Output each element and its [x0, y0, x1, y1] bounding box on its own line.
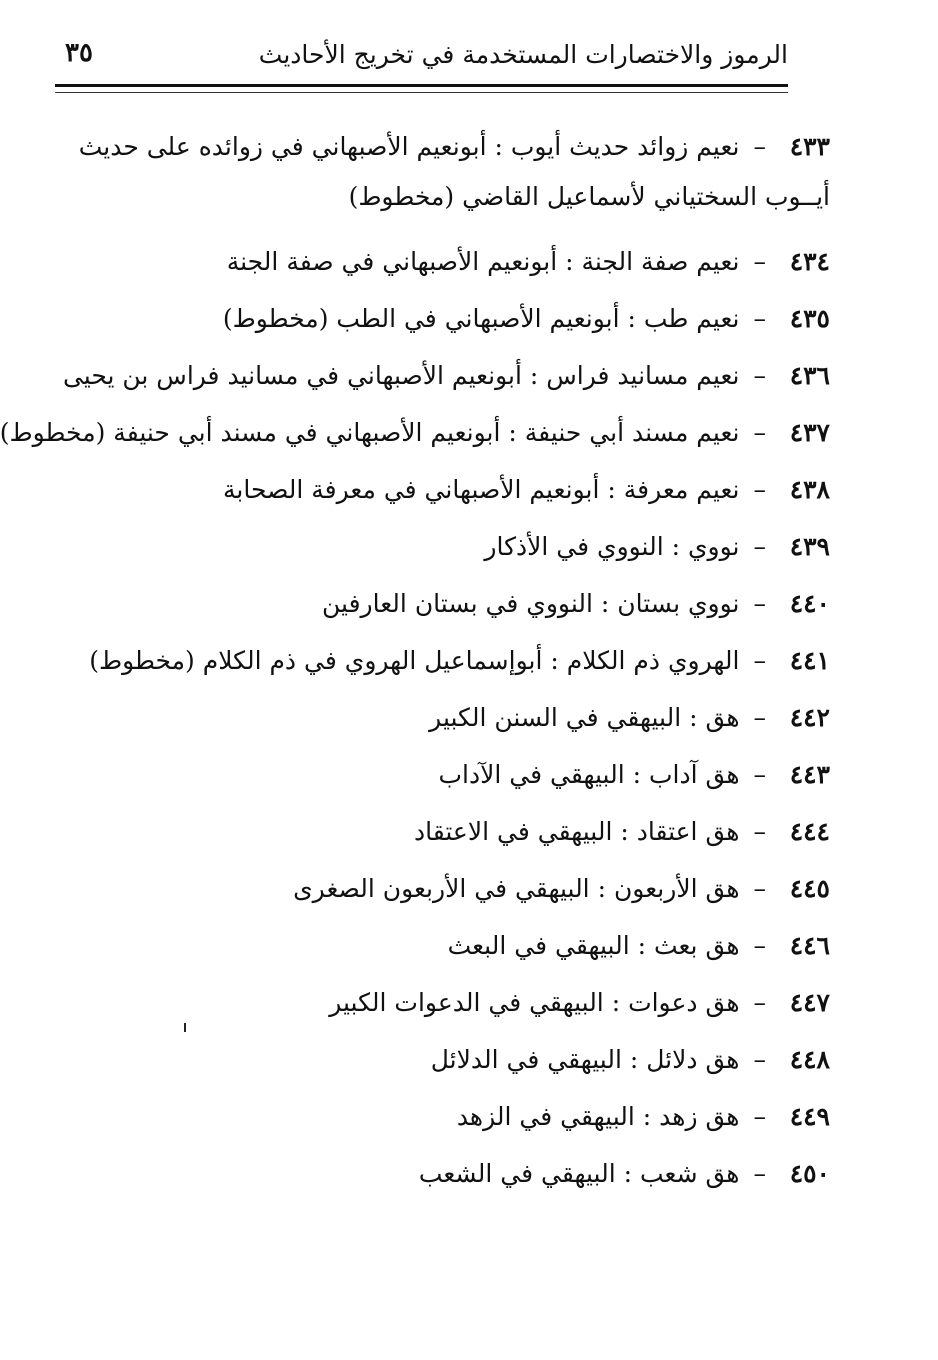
- entry-dash: –: [753, 589, 766, 618]
- list-item: [60, 122, 830, 236]
- entry-dash: –: [753, 817, 766, 846]
- list-item: [60, 293, 830, 350]
- entry-dash: –: [753, 361, 766, 390]
- entry-number: ٤٤٨: [789, 1045, 830, 1074]
- entry-text: نعيم طب : أبونعيم الأصبهاني في الطب (مخطوط): [222, 304, 740, 333]
- page-number: ٣٥: [65, 38, 93, 68]
- entry-dash: –: [753, 703, 766, 732]
- list-item: [60, 1148, 830, 1205]
- entry-text: هق آداب : البيهقي في الآداب: [438, 760, 740, 789]
- entry-text: نووي بستان : النووي في بستان العارفين: [322, 589, 740, 618]
- list-item: [60, 977, 830, 1034]
- entry-text: هق زهد : البيهقي في الزهد: [456, 1102, 740, 1131]
- list-item: [60, 236, 830, 293]
- entry-number: ٤٤٧: [789, 988, 830, 1017]
- entry-dash: –: [753, 418, 766, 447]
- entry-text: هق شعب : البيهقي في الشعب: [418, 1159, 740, 1188]
- entry-number: ٤٣٨: [789, 475, 830, 504]
- entry-dash: –: [753, 475, 766, 504]
- list-item: [60, 635, 830, 692]
- entry-text: الهروي ذم الكلام : أبوإسماعيل الهروي في ذم الكلام (مخطوط): [89, 646, 740, 675]
- list-item: [60, 350, 830, 407]
- entry-dash: –: [753, 931, 766, 960]
- entry-number: ٤٥٠: [789, 1159, 830, 1188]
- entry-text: نعيم زوائد حديث أيوب : أبونعيم الأصبهاني في زوائده على حديث أيــوب السختياني لأسماعيل القاضي (مخطوط): [78, 132, 830, 211]
- entry-text: نعيم صفة الجنة : أبونعيم الأصبهاني في صفة الجنة: [226, 247, 740, 276]
- entry-number: ٤٤٠: [789, 589, 830, 618]
- list-item: [60, 1034, 830, 1091]
- entry-dash: –: [753, 247, 766, 276]
- entry-number: ٤٣٩: [789, 532, 830, 561]
- list-item: [60, 521, 830, 578]
- entry-number: ٤٣٦: [789, 361, 830, 390]
- entry-text: هق بعث : البيهقي في البعث: [447, 931, 740, 960]
- entry-dash: –: [753, 132, 766, 161]
- header-rule-thin: [55, 92, 788, 93]
- entry-dash: –: [753, 646, 766, 675]
- entry-text: هق الأربعون : البيهقي في الأربعون الصغرى: [293, 874, 740, 903]
- entry-text: هق دلائل : البيهقي في الدلائل: [430, 1045, 740, 1074]
- entry-number: ٤٤١: [789, 646, 830, 675]
- entry-number: ٤٤٩: [789, 1102, 830, 1131]
- entry-dash: –: [753, 1102, 766, 1131]
- entry-text: هق دعوات : البيهقي في الدعوات الكبير: [329, 988, 740, 1017]
- list-item: [60, 749, 830, 806]
- running-header: [55, 34, 788, 82]
- entry-number: ٤٣٧: [789, 418, 830, 447]
- list-item: [60, 464, 830, 521]
- entry-number: ٤٤٥: [789, 874, 830, 903]
- entry-dash: –: [753, 760, 766, 789]
- entry-number: ٤٤٣: [789, 760, 830, 789]
- entry-text: هق : البيهقي في السنن الكبير: [429, 703, 740, 732]
- list-item: [60, 692, 830, 749]
- scan-speck: [184, 1023, 186, 1032]
- list-item: [60, 920, 830, 977]
- entry-text: نووي : النووي في الأذكار: [484, 532, 740, 561]
- entry-number: ٤٤٤: [789, 817, 830, 846]
- list-item: [0, 407, 830, 464]
- entry-text: نعيم معرفة : أبونعيم الأصبهاني في معرفة الصحابة: [222, 475, 740, 504]
- running-title: الرموز والاختصارات المستخدمة في تخريج الأحاديث: [258, 40, 788, 69]
- entry-dash: –: [753, 304, 766, 333]
- list-item: [60, 863, 830, 920]
- entry-dash: –: [753, 988, 766, 1017]
- entry-number: ٤٣٤: [789, 247, 830, 276]
- list-item: [60, 806, 830, 863]
- entry-text: نعيم مسانيد فراس : أبونعيم الأصبهاني في مسانيد فراس بن يحيى: [62, 361, 740, 390]
- entry-dash: –: [753, 874, 766, 903]
- entry-number: ٤٤٢: [789, 703, 830, 732]
- list-item: [60, 1091, 830, 1148]
- entry-number: ٤٣٥: [789, 304, 830, 333]
- entry-text: نعيم مسند أبي حنيفة : أبونعيم الأصبهاني في مسند أبي حنيفة (مخطوط): [0, 418, 740, 447]
- entry-number: ٤٤٦: [789, 931, 830, 960]
- list-item: [60, 578, 830, 635]
- entry-text: هق اعتقاد : البيهقي في الاعتقاد: [413, 817, 740, 846]
- entry-dash: –: [753, 532, 766, 561]
- entry-dash: –: [753, 1159, 766, 1188]
- header-rule-thick: [55, 84, 788, 87]
- entry-dash: –: [753, 1045, 766, 1074]
- abbreviation-list: [0, 122, 830, 1205]
- entry-number: ٤٣٣: [789, 132, 830, 161]
